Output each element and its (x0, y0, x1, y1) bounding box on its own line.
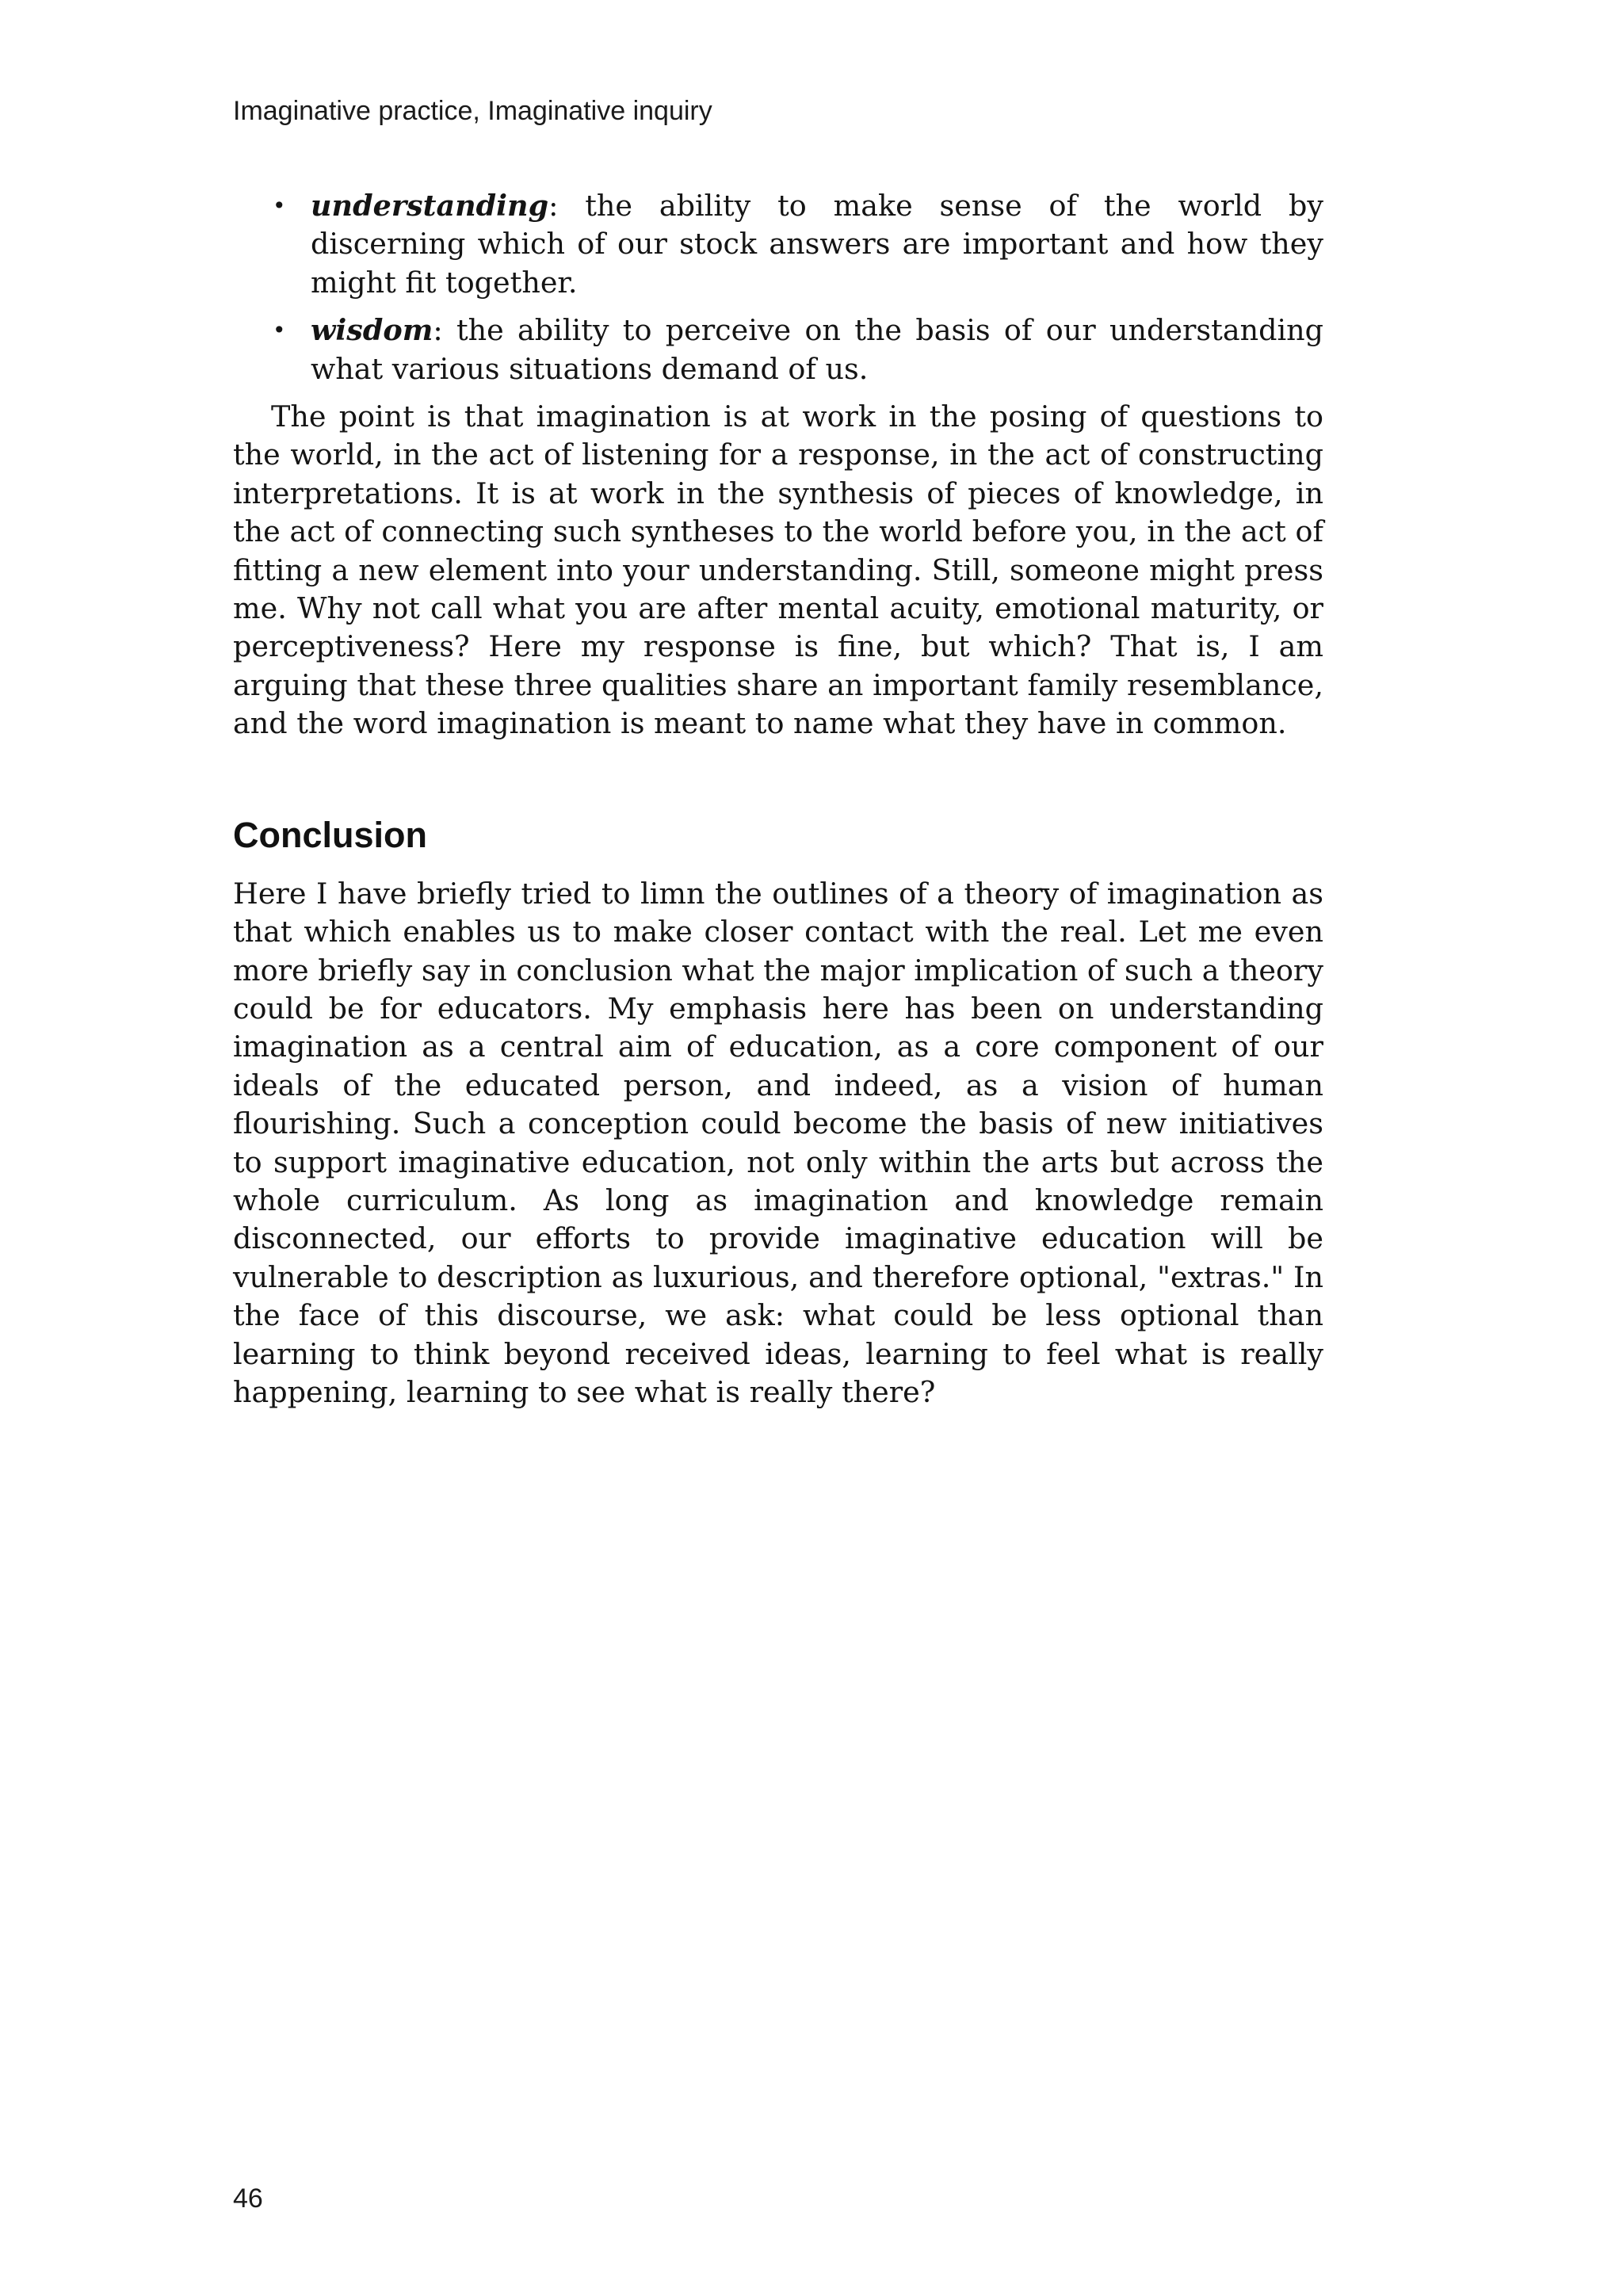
page-number: 46 (233, 2183, 263, 2214)
running-header: Imaginative practice, Imaginative inquiry (233, 96, 712, 126)
term-understanding: understanding (311, 189, 549, 223)
definition-wisdom: : the ability to perceive on the basis of our understanding what various situations demand of us. (311, 313, 1323, 386)
definition-understanding: : the ability to make sense of the world by discerning which of our stock answers are important and how they might fit together. (311, 189, 1323, 300)
term-wisdom: wisdom (311, 313, 433, 348)
definition-list (233, 187, 1323, 388)
bullet-icon: • (273, 317, 286, 344)
list-item-understanding (233, 187, 1323, 302)
section-heading-conclusion: Conclusion (233, 814, 427, 855)
paragraph-imagination-at-work: The point is that imagination is at work in the posing of questions to the world, in the act of listening for a response, in the act of constructing interpretations. It is at work in the synthesis of pieces of knowledge, in the act of connecting such syntheses to the world before you, in the act of fitting a new element into your understanding. Still, someone might press me. Why not call what you are after mental acuity, emotional maturity, or perceptiveness? Here my response is fine, but which? That is, I am arguing that these three qualities share an important family resemblance, and the word imagination is meant to name what they have in common. (233, 399, 1323, 741)
list-item-wisdom (233, 311, 1323, 388)
paragraph-conclusion: Here I have briefly tried to limn the outlines of a theory of imagination as that which enables us to make closer contact with the real. Let me even more briefly say in conclusion what the major implication of such a theory could be for educators. My emphasis here has been on understanding imagination as a central aim of education, as a core component of our ideals of the educated person, and indeed, as a vision of human flourishing. Such a conception could become the basis of new initiatives to support imaginative education, not only within the arts but across the whole curriculum. As long as imagination and knowledge remain disconnected, our efforts to provide imaginative education will be vulnerable to description as luxurious, and therefore optional, "extras." In the face of this discourse, we ask: what could be less optional than learning to think beyond received ideas, learning to feel what is really happening, learning to see what is really there? (233, 876, 1323, 1409)
bullet-icon: • (273, 193, 286, 219)
page-content (233, 187, 1323, 1412)
